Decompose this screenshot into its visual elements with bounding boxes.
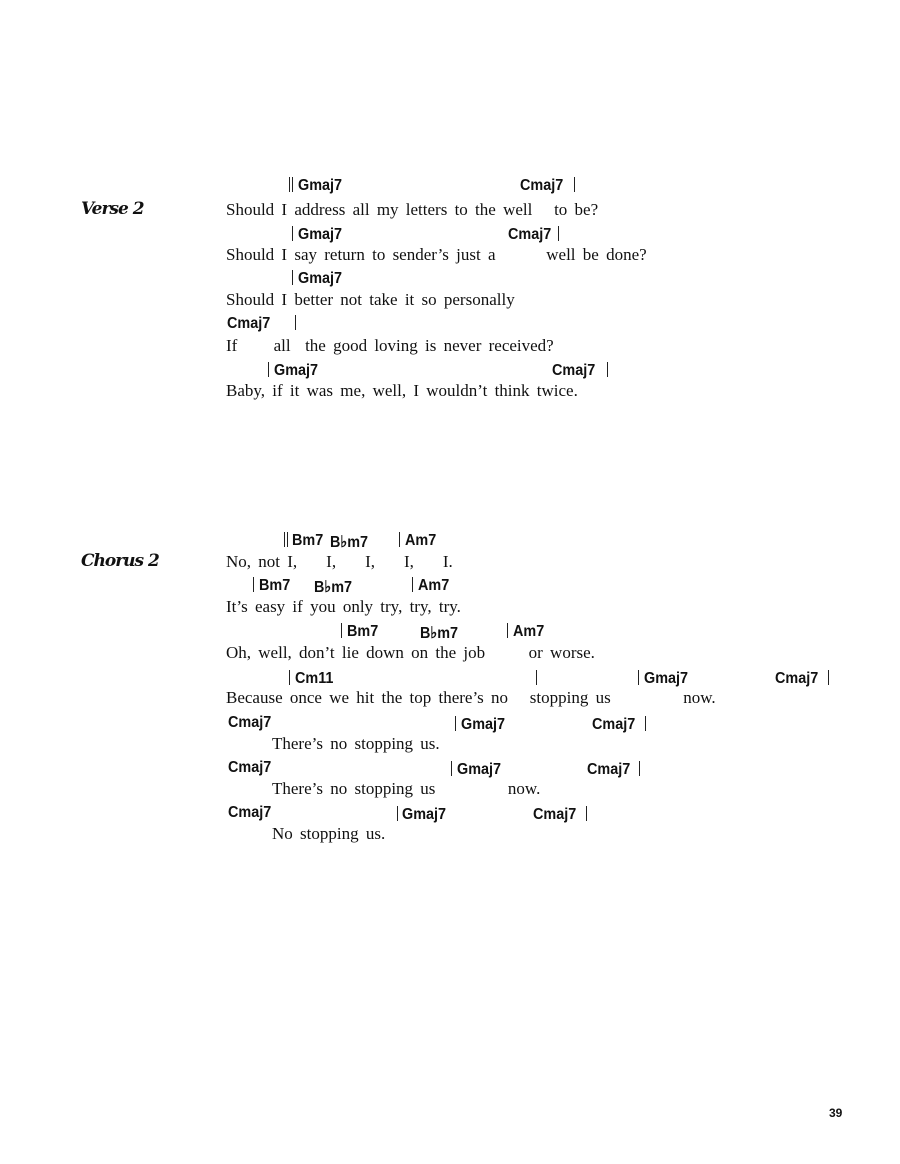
chord: Bm7 — [347, 623, 379, 640]
chord: Cmaj7 — [775, 670, 819, 687]
chord: Cmaj7 — [592, 716, 636, 733]
chord: Am7 — [405, 532, 437, 549]
chord: B♭m7 — [420, 625, 459, 642]
chord: Cmaj7 — [228, 804, 272, 821]
barline — [412, 577, 413, 592]
chord: Cmaj7 — [552, 362, 596, 379]
barline — [536, 670, 537, 685]
chord: Gmaj7 — [457, 761, 502, 778]
chord: B♭m7 — [330, 534, 369, 551]
barline — [397, 806, 398, 821]
chord: Cmaj7 — [228, 714, 272, 731]
lyric-line: There’s no stopping us. — [272, 734, 440, 753]
lyric-line: Because once we hit the top there’s no stopping us now. — [226, 688, 716, 707]
barline — [341, 623, 342, 638]
barline — [639, 761, 640, 776]
chord: Gmaj7 — [298, 177, 343, 194]
barline — [507, 623, 508, 638]
chord: Am7 — [418, 577, 450, 594]
barline — [607, 362, 608, 377]
chord: Gmaj7 — [461, 716, 506, 733]
barline — [399, 532, 400, 547]
barline — [292, 270, 293, 285]
chord: Cmaj7 — [520, 177, 564, 194]
barline — [645, 716, 646, 731]
lyric-line: There’s no stopping us now. — [272, 779, 541, 798]
chord: Gmaj7 — [274, 362, 319, 379]
lyric-line: Baby, if it was me, well, I wouldn’t think twice. — [226, 381, 578, 400]
barline — [586, 806, 587, 821]
chord: Cm11 — [295, 670, 334, 687]
chord: Cmaj7 — [508, 226, 552, 243]
section-label-verse-2: Verse 2 — [81, 199, 144, 219]
chord: Gmaj7 — [298, 270, 343, 287]
chord: Gmaj7 — [298, 226, 343, 243]
double-barline — [289, 177, 294, 192]
lyric-line: No stopping us. — [272, 824, 386, 843]
lyric-line: Should I better not take it so personally — [226, 290, 515, 309]
barline — [295, 315, 296, 330]
chord: Bm7 — [292, 532, 324, 549]
chord: Cmaj7 — [227, 315, 271, 332]
chord: Am7 — [513, 623, 545, 640]
barline — [268, 362, 269, 377]
chord: Bm7 — [259, 577, 291, 594]
double-barline — [284, 532, 289, 547]
barline — [638, 670, 639, 685]
barline — [451, 761, 452, 776]
barline — [558, 226, 559, 241]
lyric-line: If all the good loving is never received? — [226, 336, 554, 355]
barline — [455, 716, 456, 731]
barline — [574, 177, 575, 192]
lyric-line: Should I say return to sender’s just a well be done? — [226, 245, 647, 264]
lyric-line: It’s easy if you only try, try, try. — [226, 597, 461, 616]
barline — [289, 670, 290, 685]
lyric-line: Should I address all my letters to the well to be? — [226, 200, 599, 219]
chord: Gmaj7 — [402, 806, 447, 823]
barline — [292, 226, 293, 241]
lyric-line: No, not I, I, I, I, I. — [226, 552, 453, 571]
chord: Gmaj7 — [644, 670, 689, 687]
chord: Cmaj7 — [228, 759, 272, 776]
chord: B♭m7 — [314, 579, 353, 596]
page-number: 39 — [829, 1106, 843, 1120]
lyric-line: Oh, well, don’t lie down on the job or worse. — [226, 643, 595, 662]
chord: Cmaj7 — [533, 806, 577, 823]
section-label-chorus-2: Chorus 2 — [81, 551, 159, 571]
chord: Cmaj7 — [587, 761, 631, 778]
barline — [253, 577, 254, 592]
barline — [828, 670, 829, 685]
